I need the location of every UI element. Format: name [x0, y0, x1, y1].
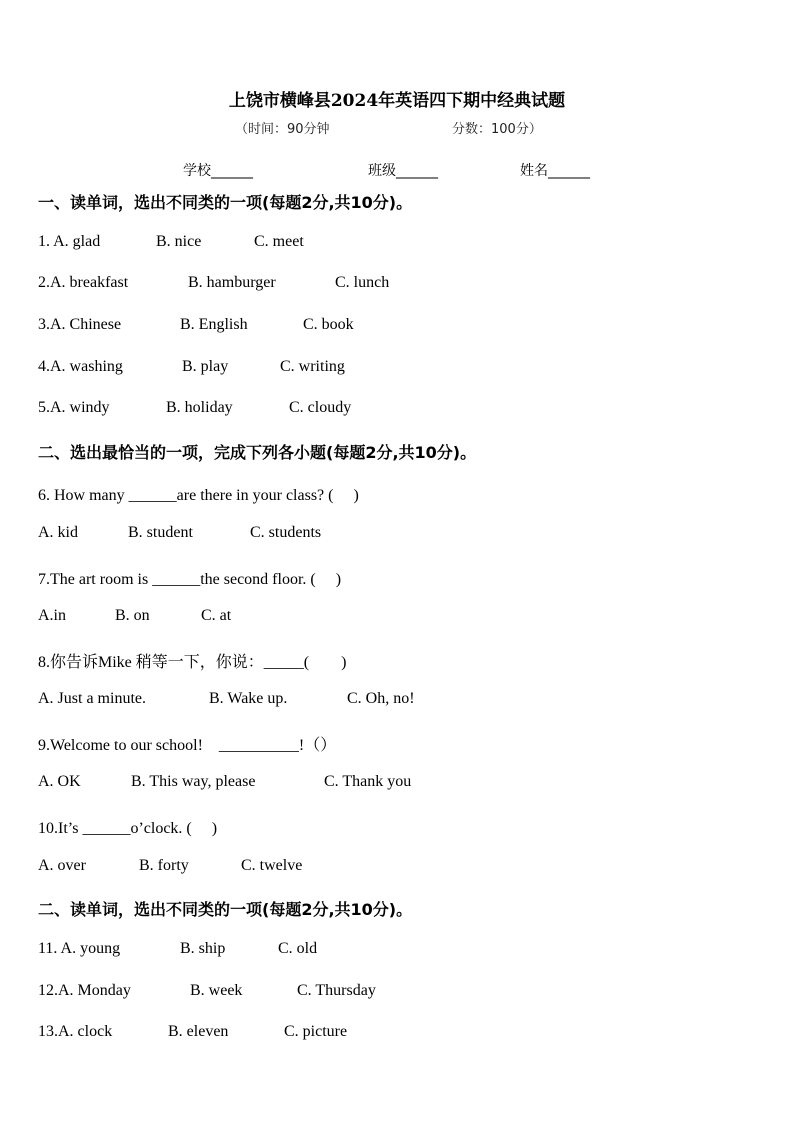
- exam-score: 分数：100分）: [452, 122, 542, 137]
- question-6-option-b: B. student: [128, 524, 193, 541]
- question-7-option-a: A.in: [38, 607, 66, 624]
- question-7-stem: 7.The art room is ______the second floor. ( ): [38, 571, 342, 588]
- question-9-option-b: B. This way, please: [131, 773, 256, 790]
- question-9-option-c: C. Thank you: [324, 773, 412, 790]
- page-title: 上饶市横峰县2024年英语四下期中经典试题: [228, 91, 566, 111]
- question-2-option-a: 2.A. breakfast: [38, 274, 129, 291]
- question-7-option-c: C. at: [201, 607, 232, 624]
- school-field[interactable]: 学校______: [183, 163, 253, 179]
- question-12-option-a: 12.A. Monday: [38, 982, 131, 999]
- section-heading-1: 一、读单词，选出不同类的一项(每题2分,共10分)。: [38, 193, 413, 212]
- question-12-option-b: B. week: [190, 982, 243, 999]
- question-9-option-a: A. OK: [38, 773, 81, 790]
- question-7-option-b: B. on: [115, 607, 150, 624]
- question-11-option-a: 11. A. young: [38, 940, 121, 957]
- question-5-option-a: 5.A. windy: [38, 399, 110, 416]
- section-heading-2: 二、选出最恰当的一项，完成下列各小题(每题2分,共10分)。: [38, 443, 477, 462]
- question-4-option-a: 4.A. washing: [38, 358, 123, 375]
- question-11-option-c: C. old: [278, 940, 318, 957]
- question-5-option-b: B. holiday: [166, 399, 233, 416]
- question-8-option-c: C. Oh, no!: [347, 690, 415, 707]
- exam-time: （时间：90分钟: [235, 122, 330, 137]
- question-11-option-b: B. ship: [180, 940, 226, 957]
- question-1-option-b: B. nice: [156, 233, 202, 250]
- question-9-stem: 9.Welcome to our school! __________!（）: [38, 737, 337, 754]
- question-13-option-b: B. eleven: [168, 1023, 229, 1040]
- question-4-option-b: B. play: [182, 358, 229, 375]
- question-6-option-a: A. kid: [38, 524, 78, 541]
- question-10-stem: 10.It’s ______o’clock. ( ): [38, 820, 218, 837]
- question-3-option-b: B. English: [180, 316, 248, 333]
- question-8-stem: 8.你告诉Mike 稍等一下，你说：_____( ): [38, 654, 347, 671]
- section-heading-3: 二、读单词，选出不同类的一项(每题2分,共10分)。: [38, 900, 413, 919]
- question-3-option-c: C. book: [303, 316, 354, 333]
- question-4-option-c: C. writing: [280, 358, 345, 375]
- question-8-option-a: A. Just a minute.: [38, 690, 146, 707]
- question-1-option-a: 1. A. glad: [38, 233, 101, 250]
- question-12-option-c: C. Thursday: [297, 982, 376, 999]
- question-6-stem: 6. How many ______are there in your class? ( ): [38, 487, 359, 504]
- question-2-option-b: B. hamburger: [188, 274, 276, 291]
- class-field[interactable]: 班级______: [368, 163, 438, 179]
- name-field[interactable]: 姓名______: [520, 163, 590, 179]
- question-5-option-c: C. cloudy: [289, 399, 352, 416]
- question-13-option-a: 13.A. clock: [38, 1023, 113, 1040]
- question-3-option-a: 3.A. Chinese: [38, 316, 122, 333]
- question-6-option-c: C. students: [250, 524, 322, 541]
- question-2-option-c: C. lunch: [335, 274, 390, 291]
- question-10-option-a: A. over: [38, 857, 86, 874]
- question-1-option-c: C. meet: [254, 233, 304, 250]
- question-10-option-b: B. forty: [139, 857, 189, 874]
- question-13-option-c: C. picture: [284, 1023, 348, 1040]
- question-10-option-c: C. twelve: [241, 857, 303, 874]
- question-8-option-b: B. Wake up.: [209, 690, 288, 707]
